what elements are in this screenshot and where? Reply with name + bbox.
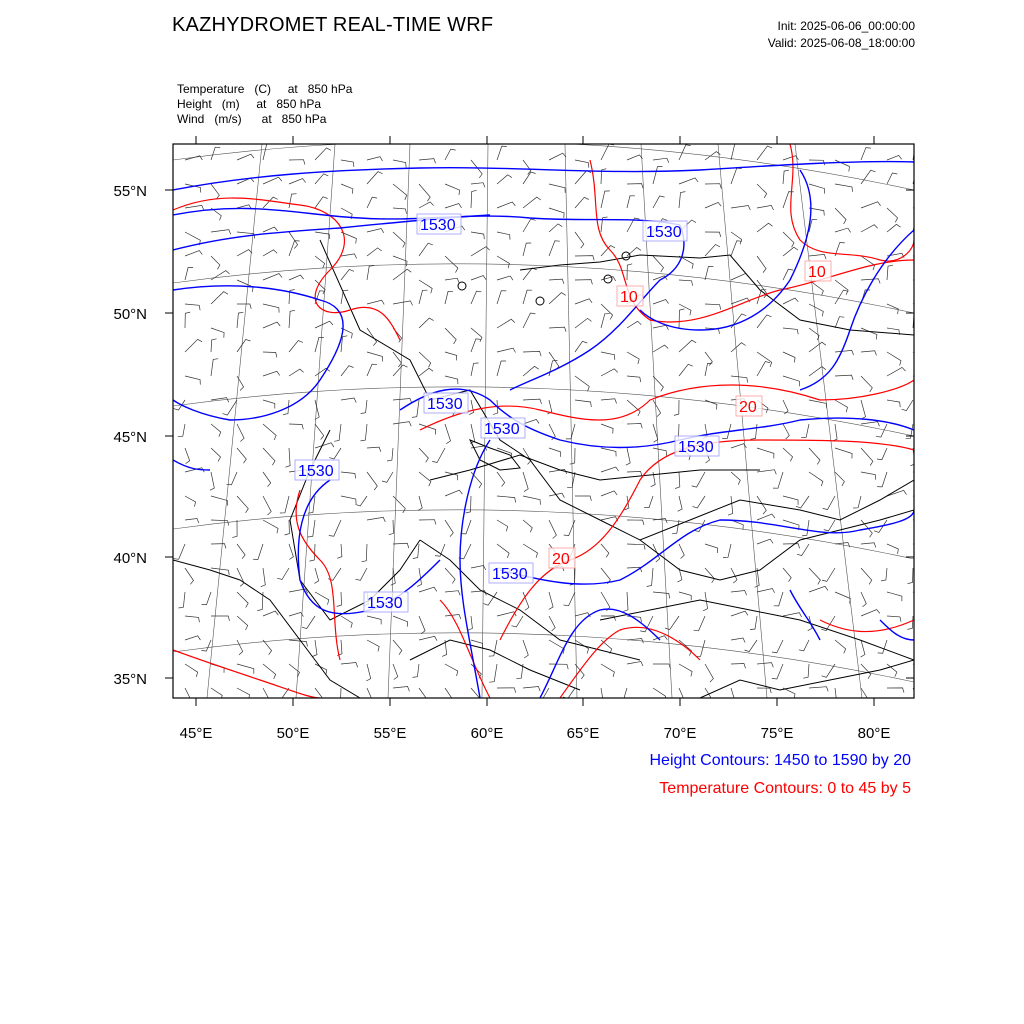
lat-label: 45°N bbox=[113, 429, 147, 446]
height-label: 1530 bbox=[367, 595, 403, 612]
wind-barb bbox=[913, 514, 932, 520]
longitude-labels bbox=[180, 725, 891, 742]
lat-label: 55°N bbox=[113, 183, 147, 200]
temperature-label: 10 bbox=[808, 264, 826, 281]
height-label: 1530 bbox=[298, 463, 334, 480]
temperature-label: 20 bbox=[552, 551, 570, 568]
height-label: 1530 bbox=[420, 217, 456, 234]
height-label: 1530 bbox=[678, 439, 714, 456]
lat-label: 50°N bbox=[113, 306, 147, 323]
lon-label: 50°E bbox=[276, 725, 310, 742]
wind-barb bbox=[913, 496, 929, 505]
height-label: 1530 bbox=[427, 396, 463, 413]
lon-label: 75°E bbox=[760, 725, 794, 742]
field-wind: Wind (m/s) at 850 hPa bbox=[177, 112, 327, 126]
height-label: 1530 bbox=[646, 224, 682, 241]
map-title: KAZHYDROMET REAL-TIME WRF bbox=[172, 14, 494, 36]
wind-barb bbox=[913, 297, 929, 304]
lon-label: 65°E bbox=[566, 725, 600, 742]
height-label: 1530 bbox=[492, 566, 528, 583]
wind-barb bbox=[913, 204, 931, 208]
lon-label: 60°E bbox=[470, 725, 504, 742]
wind-barb bbox=[913, 637, 927, 641]
height-label: 1530 bbox=[484, 421, 520, 438]
valid-time: Valid: 2025-06-08_18:00:00 bbox=[767, 36, 915, 50]
init-time: Init: 2025-06-06_00:00:00 bbox=[777, 19, 915, 33]
lon-label: 55°E bbox=[373, 725, 407, 742]
wind-barb bbox=[913, 376, 928, 386]
temperature-contour-legend: Temperature Contours: 0 to 45 by 5 bbox=[659, 780, 911, 797]
temperature-label: 20 bbox=[739, 399, 757, 416]
temperature-label: 10 bbox=[620, 289, 638, 306]
wind-barb bbox=[913, 544, 931, 550]
wind-barb bbox=[913, 592, 929, 604]
lon-label: 45°E bbox=[179, 725, 213, 742]
field-height: Height (m) at 850 hPa bbox=[177, 97, 322, 111]
wind-barb bbox=[913, 664, 927, 674]
height-contour-legend: Height Contours: 1450 to 1590 by 20 bbox=[649, 752, 911, 769]
field-temperature: Temperature (C) at 850 hPa bbox=[177, 82, 353, 96]
wind-barb bbox=[913, 352, 926, 366]
lat-label: 40°N bbox=[113, 550, 147, 567]
latitude-labels bbox=[113, 183, 147, 688]
lat-label: 35°N bbox=[113, 671, 147, 688]
wind-barb bbox=[913, 256, 929, 261]
wind-barb bbox=[913, 471, 931, 476]
lon-label: 80°E bbox=[857, 725, 891, 742]
wind-barb bbox=[913, 280, 927, 286]
lon-label: 70°E bbox=[663, 725, 697, 742]
map-background bbox=[173, 144, 914, 698]
